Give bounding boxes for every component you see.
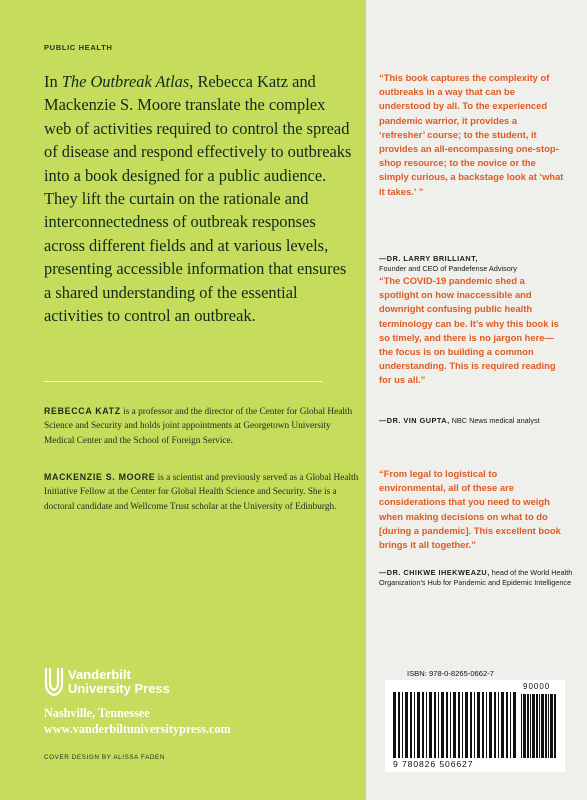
endorser-name: —DR. VIN GUPTA, xyxy=(379,416,450,425)
book-description xyxy=(44,70,354,327)
endorsement-quote-1: “This book captures the complexity of outbreaks in a way that can be understood by all. To the experienced pandemic warrior, it provides a ‘refresher’ course; to the student, it provides an all-encompassing one-stop-shop resource; to the novice or the simply curious, a backstage look at ‘what it takes.’ ” xyxy=(379,72,564,197)
section-divider xyxy=(44,381,322,382)
publisher-name-line2: University Press xyxy=(68,681,170,696)
barcode-number: 9 780826 506627 xyxy=(393,759,474,769)
author-name: REBECCA KATZ xyxy=(44,406,121,416)
author-bio-text: is a scientist and previously served as a Global Health Initiative Fellow at the Center for Global Health Science and Security. She is a doctoral candidate and Wellcome Trust scholar at the University of Edinburgh. xyxy=(44,473,359,512)
endorser-name: —DR. LARRY BRILLIANT, xyxy=(379,254,478,263)
author-bio-katz xyxy=(44,404,362,448)
endorsement-quote-3: “From legal to logistical to environmental, all of these are considerations that you need to weigh when making decisions on what to do [during a pandemic]. This excellent book brings it all together.” xyxy=(379,468,561,551)
barcode-area xyxy=(385,680,565,772)
publisher-url: www.vanderbiltuniversitypress.com xyxy=(44,722,231,736)
cover-design-credit: COVER DESIGN BY ALISSA FADEN xyxy=(44,754,165,761)
author-bio-moore xyxy=(44,470,362,514)
endorsement-attribution-1 xyxy=(379,254,575,274)
endorser-role: NBC News medical analyst xyxy=(451,416,540,425)
endorser-name: —DR. CHIKWE IHEKWEAZU, xyxy=(379,568,490,577)
isbn-label: ISBN: 978-0-8265-0662-7 xyxy=(407,669,494,678)
endorser-role: Founder and CEO of Pandefense Advisory xyxy=(379,264,517,273)
barcode-addon-number: 90000 xyxy=(523,682,551,691)
endorsement-quote-2: “The COVID-19 pandemic shed a spotlight on how inaccessible and downright confusing public health terminology can be. It’s why this book is so timely, and there is no jargon here—the focus is on building a common understanding. This is required reading for us all.” xyxy=(379,275,559,386)
category-label: PUBLIC HEALTH xyxy=(44,43,113,52)
vanderbilt-shield-icon xyxy=(44,667,64,697)
book-title: The Outbreak Atlas xyxy=(61,72,190,91)
publisher-name xyxy=(68,668,170,696)
author-bio-text: is a professor and the director of the Center for Global Health Science and Security and holds joint appointments at Georgetown University Medical Center and the School of Foreign Service. xyxy=(44,407,353,446)
author-name: MACKENZIE S. MOORE xyxy=(44,472,156,482)
description-body: , Rebecca Katz and Mackenzie S. Moore translate the complex web of activities required to control the spread of disease and respond effectively to outbreaks into a book designed for a public audience. They lift the curtain on the rationale and interconnectedness of outbreak responses across different fields and at various levels, presenting accessible information that ensures a shared understanding of the essential activities to control an outbreak. xyxy=(44,72,352,326)
description-lead: In xyxy=(44,72,62,91)
endorsement-attribution-2 xyxy=(379,416,575,426)
barcode-icon xyxy=(393,692,517,758)
endorser-role: head of the World Health Organization’s Hub for Pandemic and Epidemic Intelligence xyxy=(379,568,573,587)
publisher-city: Nashville, Tennessee xyxy=(44,706,150,720)
publisher-name-line1: Vanderbilt xyxy=(68,667,131,682)
endorsement-attribution-3 xyxy=(379,568,575,588)
barcode-addon-icon xyxy=(521,694,559,758)
